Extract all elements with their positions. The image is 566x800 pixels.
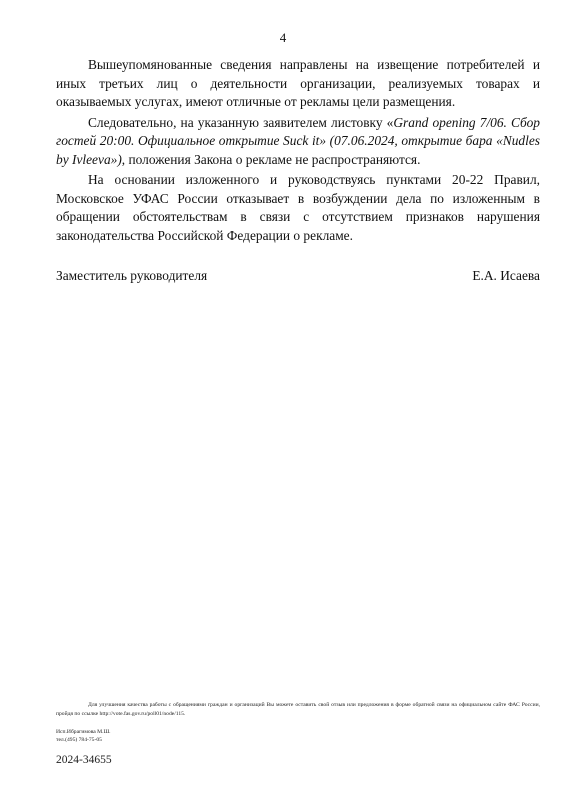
paragraph-decision: На основании изложенного и руководствуясь пунктами 20-22 Правил, Московское УФАС России отказывает в возбуждении дела по изложенным в обращении обстоятельствам в связи с отсутствием признаков нарушения законодательства Российской Федерации о рекламе. bbox=[56, 172, 540, 243]
paragraph-conclusion-end: , положения Закона о рекламе не распространяются. bbox=[121, 151, 421, 167]
paragraph-conclusion-start: Следовательно, на указанную заявителем листовку « bbox=[88, 114, 394, 130]
signature-block bbox=[56, 268, 540, 284]
letter-body bbox=[56, 56, 540, 247]
executor-block bbox=[56, 728, 111, 744]
registration-number: 2024-34655 bbox=[56, 754, 112, 766]
executor-phone: тел.(495) 784-75-05 bbox=[56, 737, 102, 743]
feedback-note bbox=[56, 701, 540, 719]
leaflet-quote: Grand opening 7/06. Сбор гостей 20:00. Официальное открытие Suck it» (07.06.2024, открытие бара «Nudles by Ivleeva») bbox=[56, 114, 541, 167]
paragraph-conclusion bbox=[56, 114, 540, 170]
page-number: 4 bbox=[279, 30, 287, 45]
feedback-note-text: Для улучшения качества работы с обращениями граждан и организаций Вы можете оставить свой отзыв или предложения в форме обратной связи на официальном сайте ФАС России, пройдя по ссылке http://vote.fas.gov.ru/poll01/node/115. bbox=[56, 702, 540, 717]
executor-name: Исп.Ибрагимова М.Ш. bbox=[56, 729, 111, 735]
signatory-title: Заместитель руководителя bbox=[56, 268, 208, 283]
paragraph-purpose: Вышеупомянованные сведения направлены на извещение потребителей и иных третьих лиц о деятельности организации, реализуемых товарах и оказываемых услугах, имеют отличные от рекламы цели размещения. bbox=[56, 57, 540, 109]
signatory-name: Е.А. Исаева bbox=[472, 268, 540, 283]
